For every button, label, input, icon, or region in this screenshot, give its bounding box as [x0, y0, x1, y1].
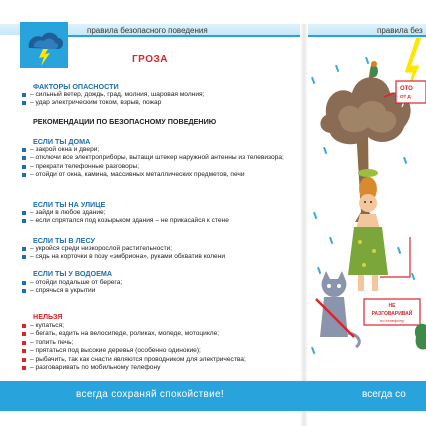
danger-list: [22, 91, 298, 108]
list-item: – укройся среди низкорослой растительности;: [22, 245, 298, 253]
list-item: – спрячься в укрытии: [22, 287, 298, 295]
list-item: – прятаться под высокие деревья (особенно одинокие);: [22, 347, 298, 355]
list-item: – сядь на корточки в позу «эмбриона», руками обхватив колени: [22, 253, 298, 261]
list-item: – отойди подальше от берега;: [22, 279, 298, 287]
bush-icon: [415, 324, 426, 350]
footer-slogan: всегда сохраняй спокойствие!: [76, 389, 224, 400]
sign-top-line-2: ОТ Д: [400, 94, 411, 99]
sign-top-line-1: ОТО: [400, 86, 413, 92]
thunderstorm-illustration: [308, 37, 426, 381]
list-item: – закрой окна и двери;: [22, 146, 298, 154]
forbidden-list: [22, 322, 298, 372]
sign-bottom-line-3: по телефону: [380, 318, 404, 323]
list-item: – сильный ветер, дождь, град, молния, шаровая молния;: [22, 91, 298, 99]
recommendations-title: РЕКОМЕНДАЦИИ ПО БЕЗОПАСНОМУ ПОВЕДЕНИЮ: [33, 117, 217, 126]
list-item: – отключи все электроприборы, вытащи штекер наружной антенны из телевизора;: [22, 154, 298, 162]
list-item: – прекрати телефонные разговоры;: [22, 163, 298, 171]
section-title-water: ЕСЛИ ТЫ У ВОДОЕМА: [33, 269, 113, 278]
running-header-left: правила безопасного поведения: [87, 26, 208, 35]
list-item: – разговаривать по мобильному телефону: [22, 364, 298, 372]
forest-list: [22, 245, 298, 262]
list-item: – если спрятался под козырьком здания – не прикасайся к стене: [22, 217, 298, 225]
list-item: – зайди в любое здание;: [22, 209, 298, 217]
home-list: [22, 146, 298, 180]
section-title-forest: ЕСЛИ ТЫ В ЛЕСУ: [33, 236, 96, 245]
page-title: ГРОЗА: [132, 54, 168, 65]
page-spine: [300, 24, 308, 426]
list-item: – купаться;: [22, 322, 298, 330]
list-item: – рыбачить, так как снасти являются проводником для электричества;: [22, 356, 298, 364]
water-list: [22, 279, 298, 296]
footer-slogan-right: всегда со: [362, 389, 406, 400]
sign-bottom-line-1: НЕ: [388, 303, 396, 309]
section-title-home: ЕСЛИ ТЫ ДОМА: [33, 137, 91, 146]
street-list: [22, 209, 298, 226]
warning-sign-top: [396, 81, 426, 103]
list-item: – топить печь;: [22, 339, 298, 347]
section-title-street: ЕСЛИ ТЫ НА УЛИЦЕ: [33, 200, 106, 209]
list-item: – бегать, ездить на велосипеде, роликах, мопеде, мотоцикле;: [22, 330, 298, 338]
section-title-danger: ФАКТОРЫ ОПАСНОСТИ: [33, 82, 119, 91]
sign-bottom-line-2: РАЗГОВАРИВАЙ: [371, 311, 413, 317]
running-header-right: правила без: [377, 26, 423, 35]
girl-figure: [348, 169, 388, 291]
list-item: – отойди от окна, камина, массивных металлических предметов, печи: [22, 171, 298, 179]
section-title-forbidden: НЕЛЬЗЯ: [33, 312, 63, 321]
bird-icon: [370, 61, 378, 77]
list-item: – удар электрическим током, взрыв, пожар: [22, 99, 298, 107]
